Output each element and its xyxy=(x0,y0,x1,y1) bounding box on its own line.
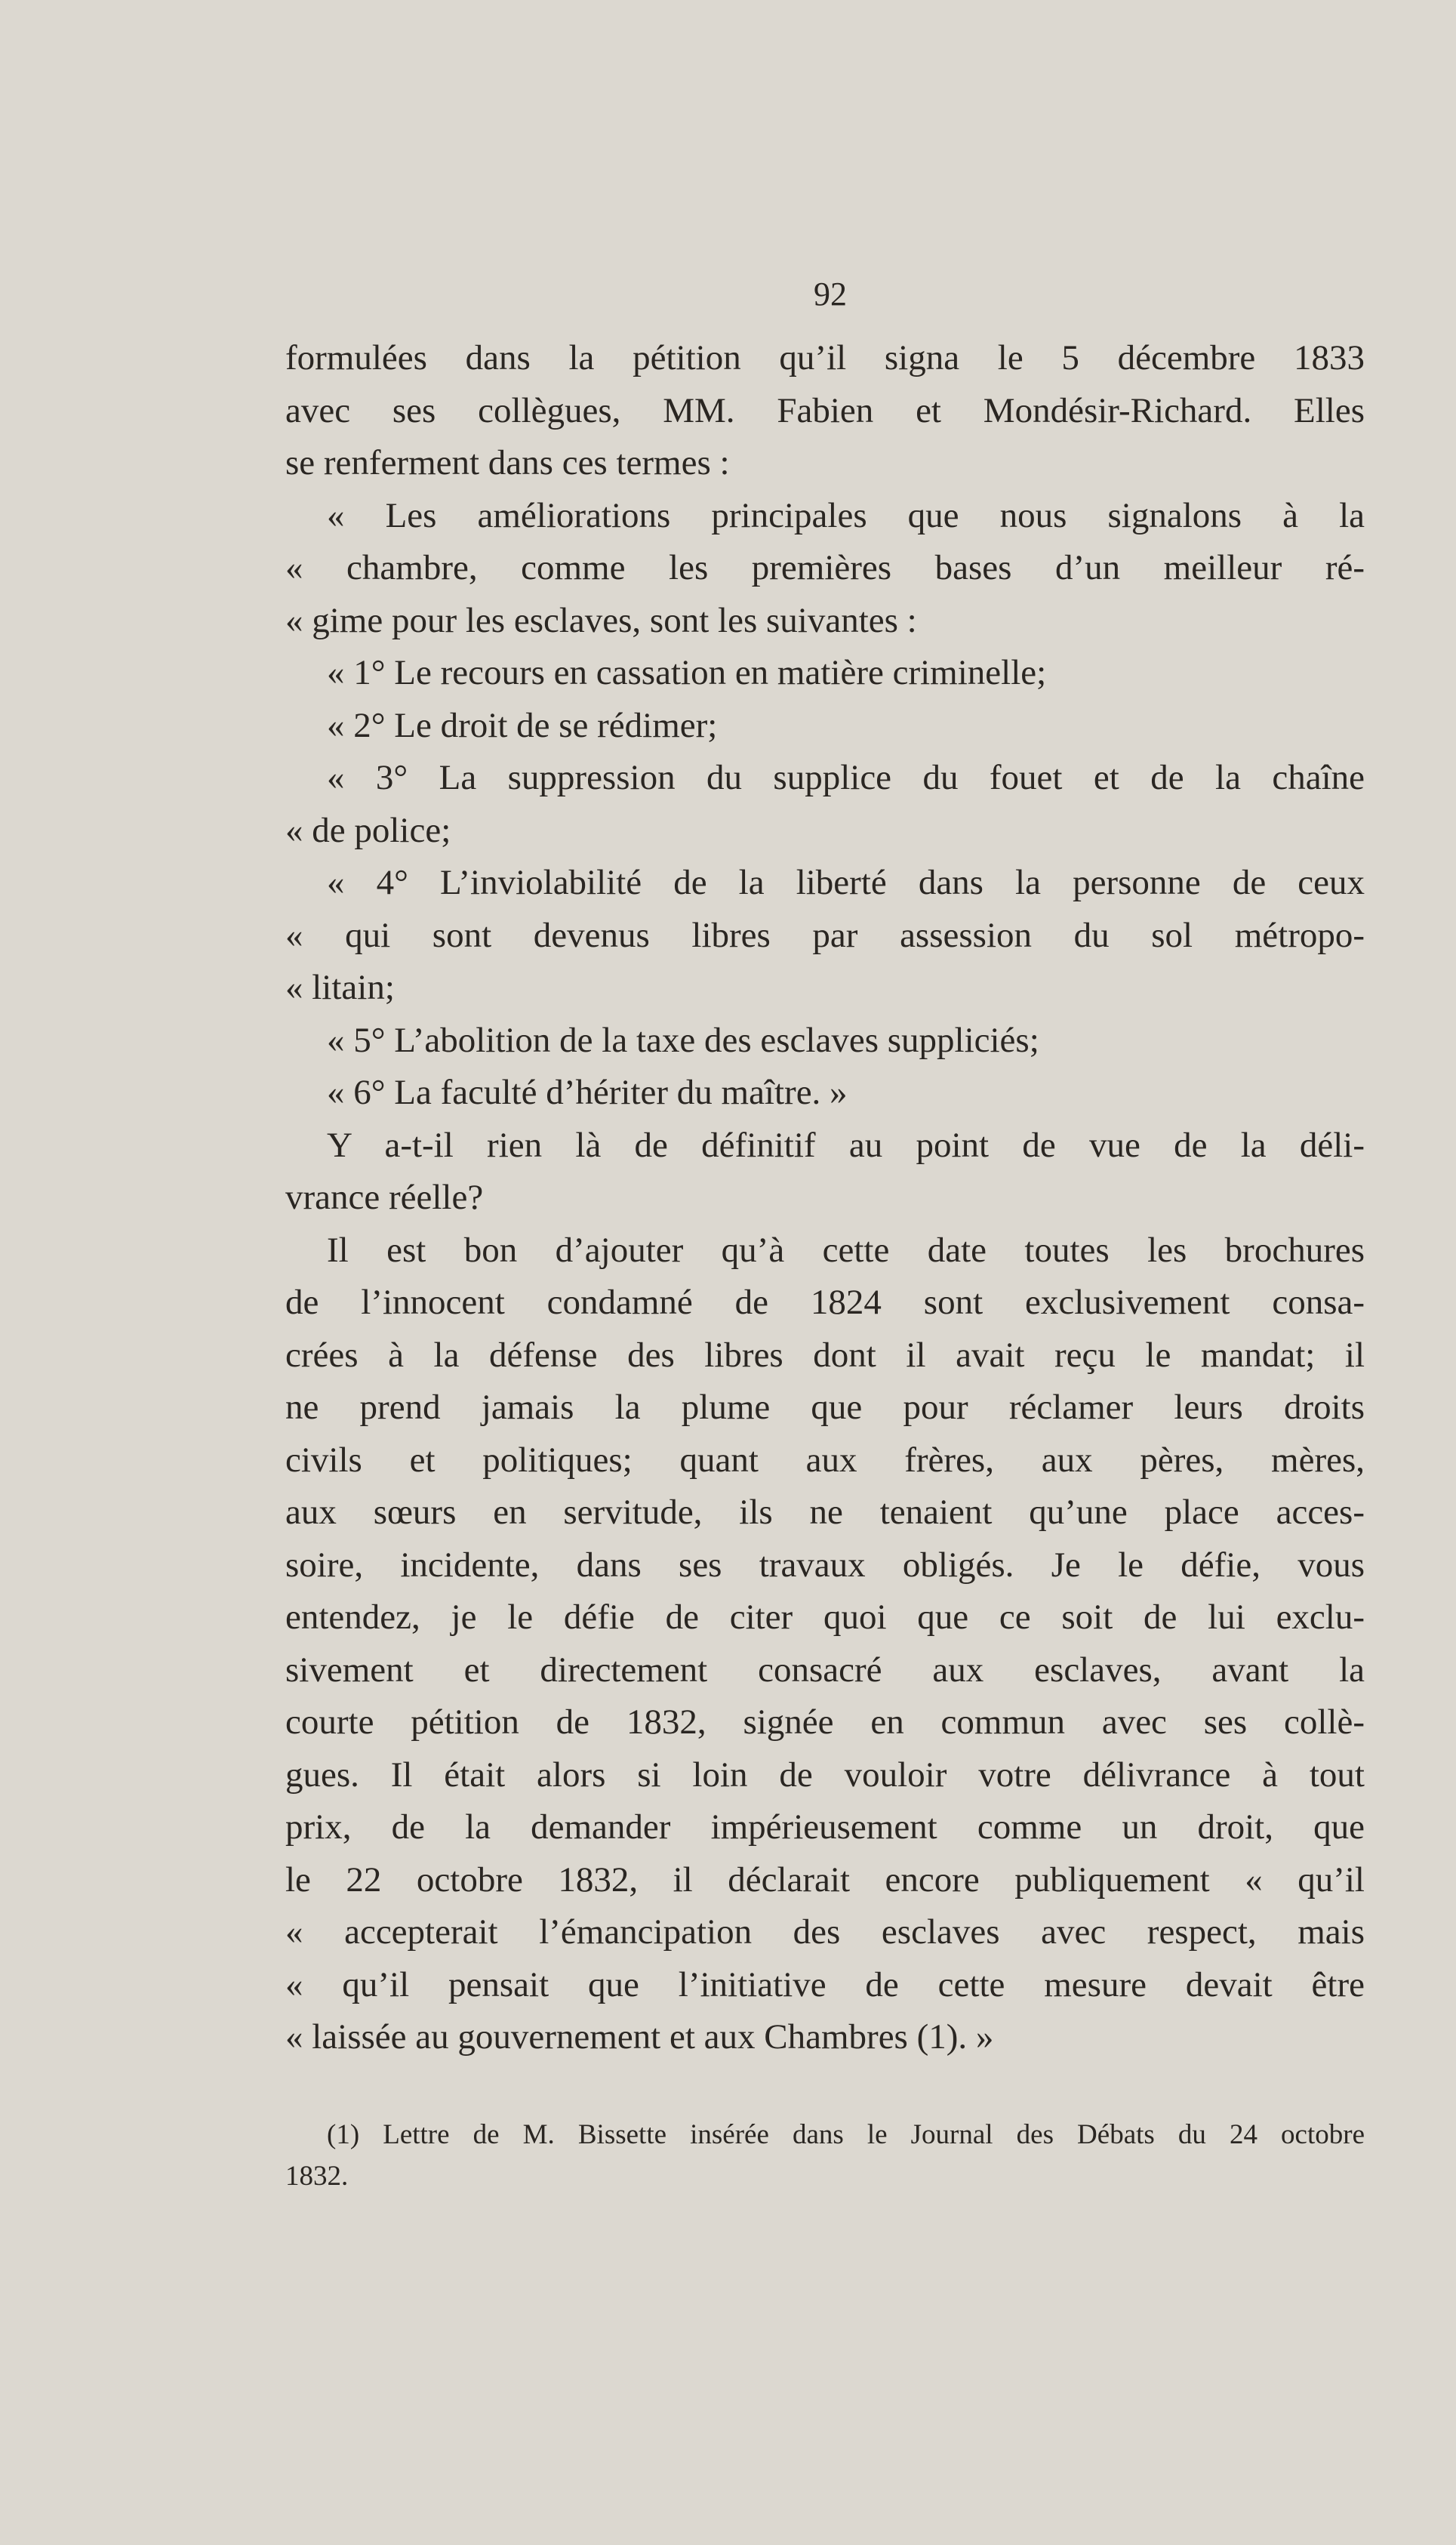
text-line: « 3° La suppression du supplice du fouet et de la chaîne xyxy=(327,758,1365,797)
text-line: « gime pour les esclaves, sont les suivantes : xyxy=(285,600,917,640)
text-line: vrance réelle? xyxy=(285,1178,484,1217)
text-line: « 4° L’inviolabilité de la liberté dans la personne de ceux xyxy=(327,863,1365,902)
text-line: le 22 octobre 1832, il déclarait encore publiquement « qu’il xyxy=(285,1859,1365,1900)
text-line: avec ses collègues, MM. Fabien et Mondésir-Richard. Elles xyxy=(285,390,1365,430)
footnote xyxy=(285,2114,1365,2197)
text-line: civils et politiques; quant aux frères, aux pères, mères, xyxy=(285,1440,1365,1480)
text-line: « chambre, comme les premières bases d’un meilleur ré- xyxy=(285,548,1365,587)
text-line: courte pétition de 1832, signée en commun avec ses collè- xyxy=(285,1702,1365,1742)
text-line: aux sœurs en servitude, ils ne tenaient qu’une place acces- xyxy=(285,1493,1365,1532)
text-line: se renferment dans ces termes : xyxy=(285,443,730,482)
text-line: « 1° Le recours en cassation en matière criminelle; xyxy=(327,653,1047,692)
text-line: « qu’il pensait que l’initiative de cette mesure devait être xyxy=(285,1964,1365,2004)
text-line: « de police; xyxy=(285,810,451,850)
text-line: « Les améliorations principales que nous signalons à la xyxy=(327,495,1365,535)
text-line: « 5° L’abolition de la taxe des esclaves suppliciés; xyxy=(327,1020,1039,1060)
text-line: « litain; xyxy=(285,968,395,1007)
text-line: « laissée au gouvernement et aux Chambres (1). » xyxy=(285,2017,994,2057)
text-line: Il est bon d’ajouter qu’à cette date toutes les brochures xyxy=(327,1230,1365,1270)
text-line: Y a-t-il rien là de définitif au point de vue de la déli- xyxy=(327,1125,1365,1165)
text-line: de l’innocent condamné de 1824 sont exclusivement consa- xyxy=(285,1283,1365,1322)
body-text xyxy=(285,332,1365,2064)
text-line: gues. Il était alors si loin de vouloir votre délivrance à tout xyxy=(285,1755,1365,1795)
text-line: « 6° La faculté d’hériter du maître. » xyxy=(327,1073,848,1112)
footnote-line: (1) Lettre de M. Bissette insérée dans le Journal des Débats du 24 octobre xyxy=(327,2119,1365,2150)
text-line: crées à la défense des libres dont il avait reçu le mandat; il xyxy=(285,1335,1365,1375)
text-line: entendez, je le défie de citer quoi que ce soit de lui exclu- xyxy=(285,1598,1365,1637)
text-line: « 2° Le droit de se rédimer; xyxy=(327,705,718,745)
text-line: sivement et directement consacré aux esclaves, avant la xyxy=(285,1650,1365,1690)
text-line: ne prend jamais la plume que pour réclamer leurs droits xyxy=(285,1388,1365,1427)
text-line: soire, incidente, dans ses travaux obligés. Je le défie, vous xyxy=(285,1545,1365,1585)
text-line: « accepterait l’émancipation des esclaves avec respect, mais xyxy=(285,1912,1365,1952)
text-line: prix, de la demander impérieusement comme un droit, que xyxy=(285,1807,1365,1847)
text-line: « qui sont devenus libres par assession du sol métropo- xyxy=(285,915,1365,955)
footnote-line: 1832. xyxy=(285,2161,349,2192)
text-line: formulées dans la pétition qu’il signa le 5 décembre 1833 xyxy=(285,338,1365,377)
page-number: 92 xyxy=(814,276,847,313)
